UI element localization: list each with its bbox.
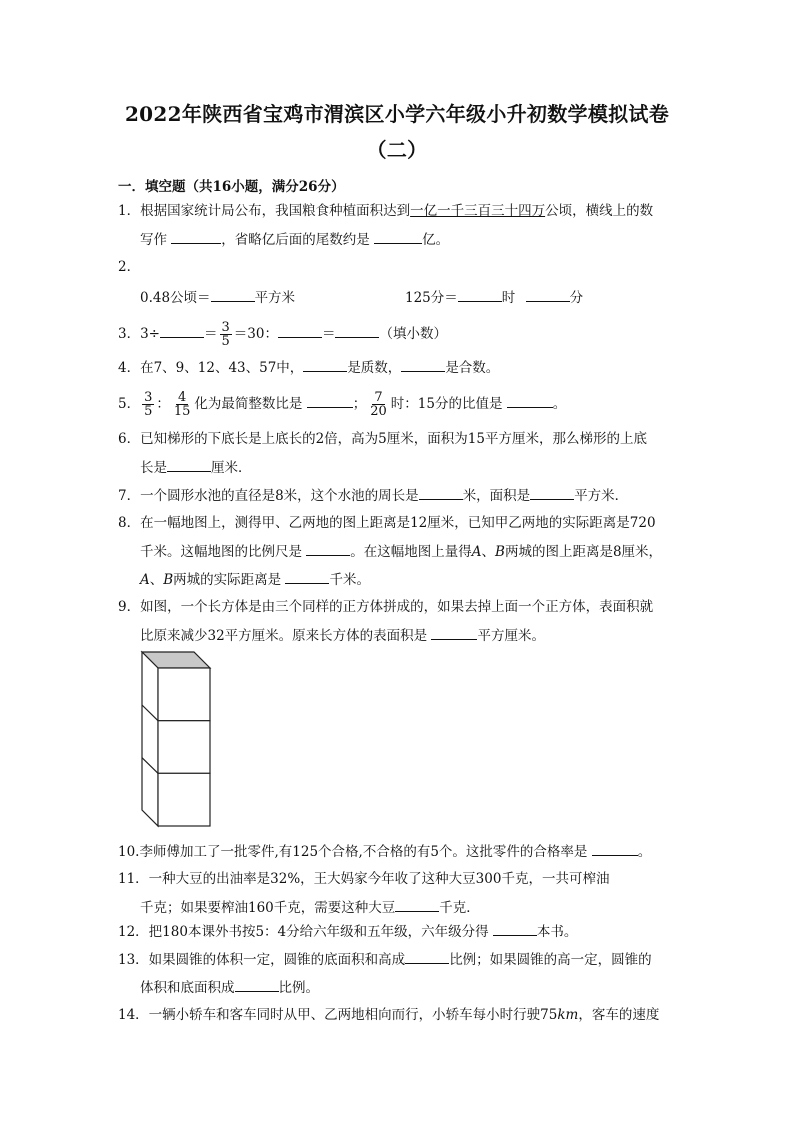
fraction: $\frac{7}{20}$	[370, 390, 387, 419]
page-subtitle: （二）	[366, 138, 428, 162]
answer-blank[interactable]	[306, 541, 350, 556]
section-heading: 一．填空题（共16小题，满分26分）	[118, 179, 345, 195]
question-6-line-2: 长是 厘米．	[140, 457, 252, 478]
answer-blank[interactable]	[235, 977, 279, 992]
question-6-line-1: 6．已知梯形的下底长是上底长的2倍，高为5厘米，面积为15平方厘米，那么梯形的上底	[118, 431, 647, 447]
question-2-number: 2．	[118, 259, 141, 275]
answer-blank[interactable]	[507, 393, 553, 408]
cube-side-face	[142, 652, 158, 826]
answer-blank[interactable]	[458, 287, 502, 302]
answer-blank[interactable]	[374, 229, 422, 244]
question-9-line-2: 比原来减少32平方厘米。原来长方体的表面积是 平方厘米。	[140, 625, 545, 646]
question-2-part-b: 125分＝ 时 分	[405, 287, 583, 308]
question-9-line-1: 9．如图，一个长方体是由三个同样的正方体拼成的，如果去掉上面一个正方体，表面积就	[118, 599, 654, 615]
answer-blank[interactable]	[401, 357, 445, 372]
question-13-line-2: 体积和底面积成 比例。	[140, 977, 319, 998]
question-8-line-1: 8．在一幅地图上，测得甲、乙两地的图上距离是12厘米，已知甲乙两地的实际距离是720	[118, 515, 656, 531]
question-2-part-a: 0.48公顷＝ 平方米	[140, 287, 295, 308]
answer-blank[interactable]	[285, 569, 329, 584]
question-11-line-2: 千克；如果要榨油160千克，需要这种大豆 千克．	[140, 897, 480, 918]
question-14-line-1: 14．一辆小轿车和客车同时从甲、乙两地相向而行，小轿车每小时行驶75km，客车的速度	[118, 1007, 660, 1023]
question-8-line-2: 千米。这幅地图的比例尺是 。在这幅地图上量得A、B两城的图上距离是8厘米，	[140, 541, 662, 562]
answer-blank[interactable]	[493, 921, 537, 936]
answer-blank[interactable]	[278, 323, 322, 338]
stacked-cubes-figure	[138, 648, 218, 830]
question-1-line-1: 1．根据国家统计局公布，我国粮食种植面积达到一亿一千三百三十四万公顷，横线上的数	[118, 203, 654, 219]
answer-blank[interactable]	[592, 841, 638, 856]
question-7: 7．一个圆形水池的直径是8米，这个水池的周长是 米，面积是 平方米．	[118, 485, 628, 506]
answer-blank[interactable]	[303, 357, 347, 372]
fraction: $\frac{4}{15}$	[173, 390, 191, 419]
question-8-line-3: A、B两城的实际距离是 千米。	[140, 569, 370, 590]
answer-blank[interactable]	[431, 625, 477, 640]
answer-blank[interactable]	[526, 287, 570, 302]
page-title: 2022年陕西省宝鸡市渭滨区小学六年级小升初数学模拟试卷	[124, 102, 670, 126]
fraction: $\frac{3}{5}$	[221, 320, 230, 349]
answer-blank[interactable]	[530, 485, 574, 500]
answer-blank[interactable]	[405, 949, 449, 964]
question-13-line-1: 13．如果圆锥的体积一定，圆锥的底面积和高成 比例；如果圆锥的高一定，圆锥的	[118, 949, 652, 970]
cube-front-face-top	[158, 668, 210, 721]
answer-blank[interactable]	[160, 323, 204, 338]
question-4: 4．在7、9、12、43、57中， 是质数， 是合数。	[118, 357, 499, 378]
answer-blank[interactable]	[395, 897, 439, 912]
answer-blank[interactable]	[211, 287, 255, 302]
underlined-number-text: 一亿一千三百三十四万	[410, 203, 546, 219]
cube-front-face-middle	[158, 721, 210, 774]
answer-blank[interactable]	[167, 457, 211, 472]
answer-blank[interactable]	[307, 393, 353, 408]
answer-blank[interactable]	[171, 229, 221, 244]
question-5: 5． $\frac{3}{5}$ ： $\frac{4}{15}$ 化为最简整数比是 ； $\frac{7}{20}$ 时：15分的比值是 。	[118, 390, 567, 419]
answer-blank[interactable]	[419, 485, 463, 500]
question-1-line-2: 写作 ，省略亿后面的尾数约是 亿。	[140, 229, 449, 250]
question-11-line-1: 11．一种大豆的出油率是32%，王大妈家今年收了这种大豆300千克，一共可榨油	[118, 871, 610, 887]
question-10: 10.李师傅加工了一批零件,有125个合格,不合格的有5个。这批零件的合格率是 。	[118, 841, 651, 862]
cube-front-face-bottom	[158, 773, 210, 826]
question-12: 12．把180本课外书按5：4分给六年级和五年级，六年级分得 本书。	[118, 921, 577, 942]
answer-blank[interactable]	[335, 323, 379, 338]
question-3: 3．3÷ ＝ $\frac{3}{5}$ ＝30： ＝ （填小数）	[118, 320, 447, 349]
fraction: $\frac{3}{5}$	[144, 390, 153, 419]
